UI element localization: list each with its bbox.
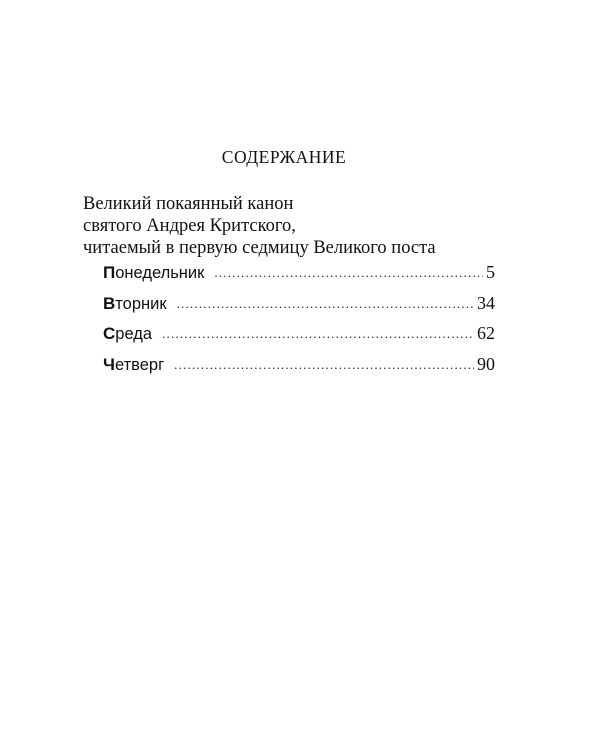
toc-entry-title-rest: онедельник bbox=[115, 264, 205, 282]
toc-entry-title-rest: етверг bbox=[114, 355, 165, 374]
toc-entry-initial: С bbox=[103, 324, 116, 343]
toc-heading: СОДЕРЖАНИЕ bbox=[221, 147, 347, 167]
toc-entry-initial: П bbox=[103, 263, 116, 282]
dot-leader bbox=[177, 296, 474, 312]
toc-entry-initial: В bbox=[103, 293, 116, 313]
dot-leader bbox=[214, 265, 483, 281]
toc-entry-title bbox=[103, 324, 152, 344]
toc-entry-page-number: 34 bbox=[477, 292, 495, 313]
toc-entry-title-rest: торник bbox=[115, 294, 167, 313]
section-title-line: святого Андрея Критского, bbox=[83, 216, 296, 236]
toc-entry-page-number: 90 bbox=[477, 353, 495, 374]
toc-entry-title-rest: реда bbox=[115, 325, 153, 343]
section-title-line: Великий покаянный канон bbox=[83, 194, 294, 214]
toc-entry-initial: Ч bbox=[103, 354, 115, 374]
toc-entry-title bbox=[103, 294, 167, 314]
section-title bbox=[83, 193, 436, 259]
toc-entry-page-number: 5 bbox=[486, 262, 495, 282]
toc-entry-thursday[interactable] bbox=[103, 354, 495, 385]
section-title-line: читаемый в первую седмицу Великого поста bbox=[83, 238, 436, 258]
dot-leader bbox=[174, 357, 474, 373]
toc-entry-title bbox=[103, 355, 164, 375]
toc-entry-tuesday[interactable] bbox=[103, 293, 495, 324]
toc-entry-wednesday[interactable] bbox=[103, 323, 495, 354]
toc-entry-monday[interactable] bbox=[103, 262, 495, 293]
dot-leader bbox=[162, 326, 474, 342]
toc-list bbox=[103, 262, 495, 384]
toc-entry-page-number: 62 bbox=[477, 323, 495, 343]
toc-entry-title bbox=[103, 263, 204, 283]
